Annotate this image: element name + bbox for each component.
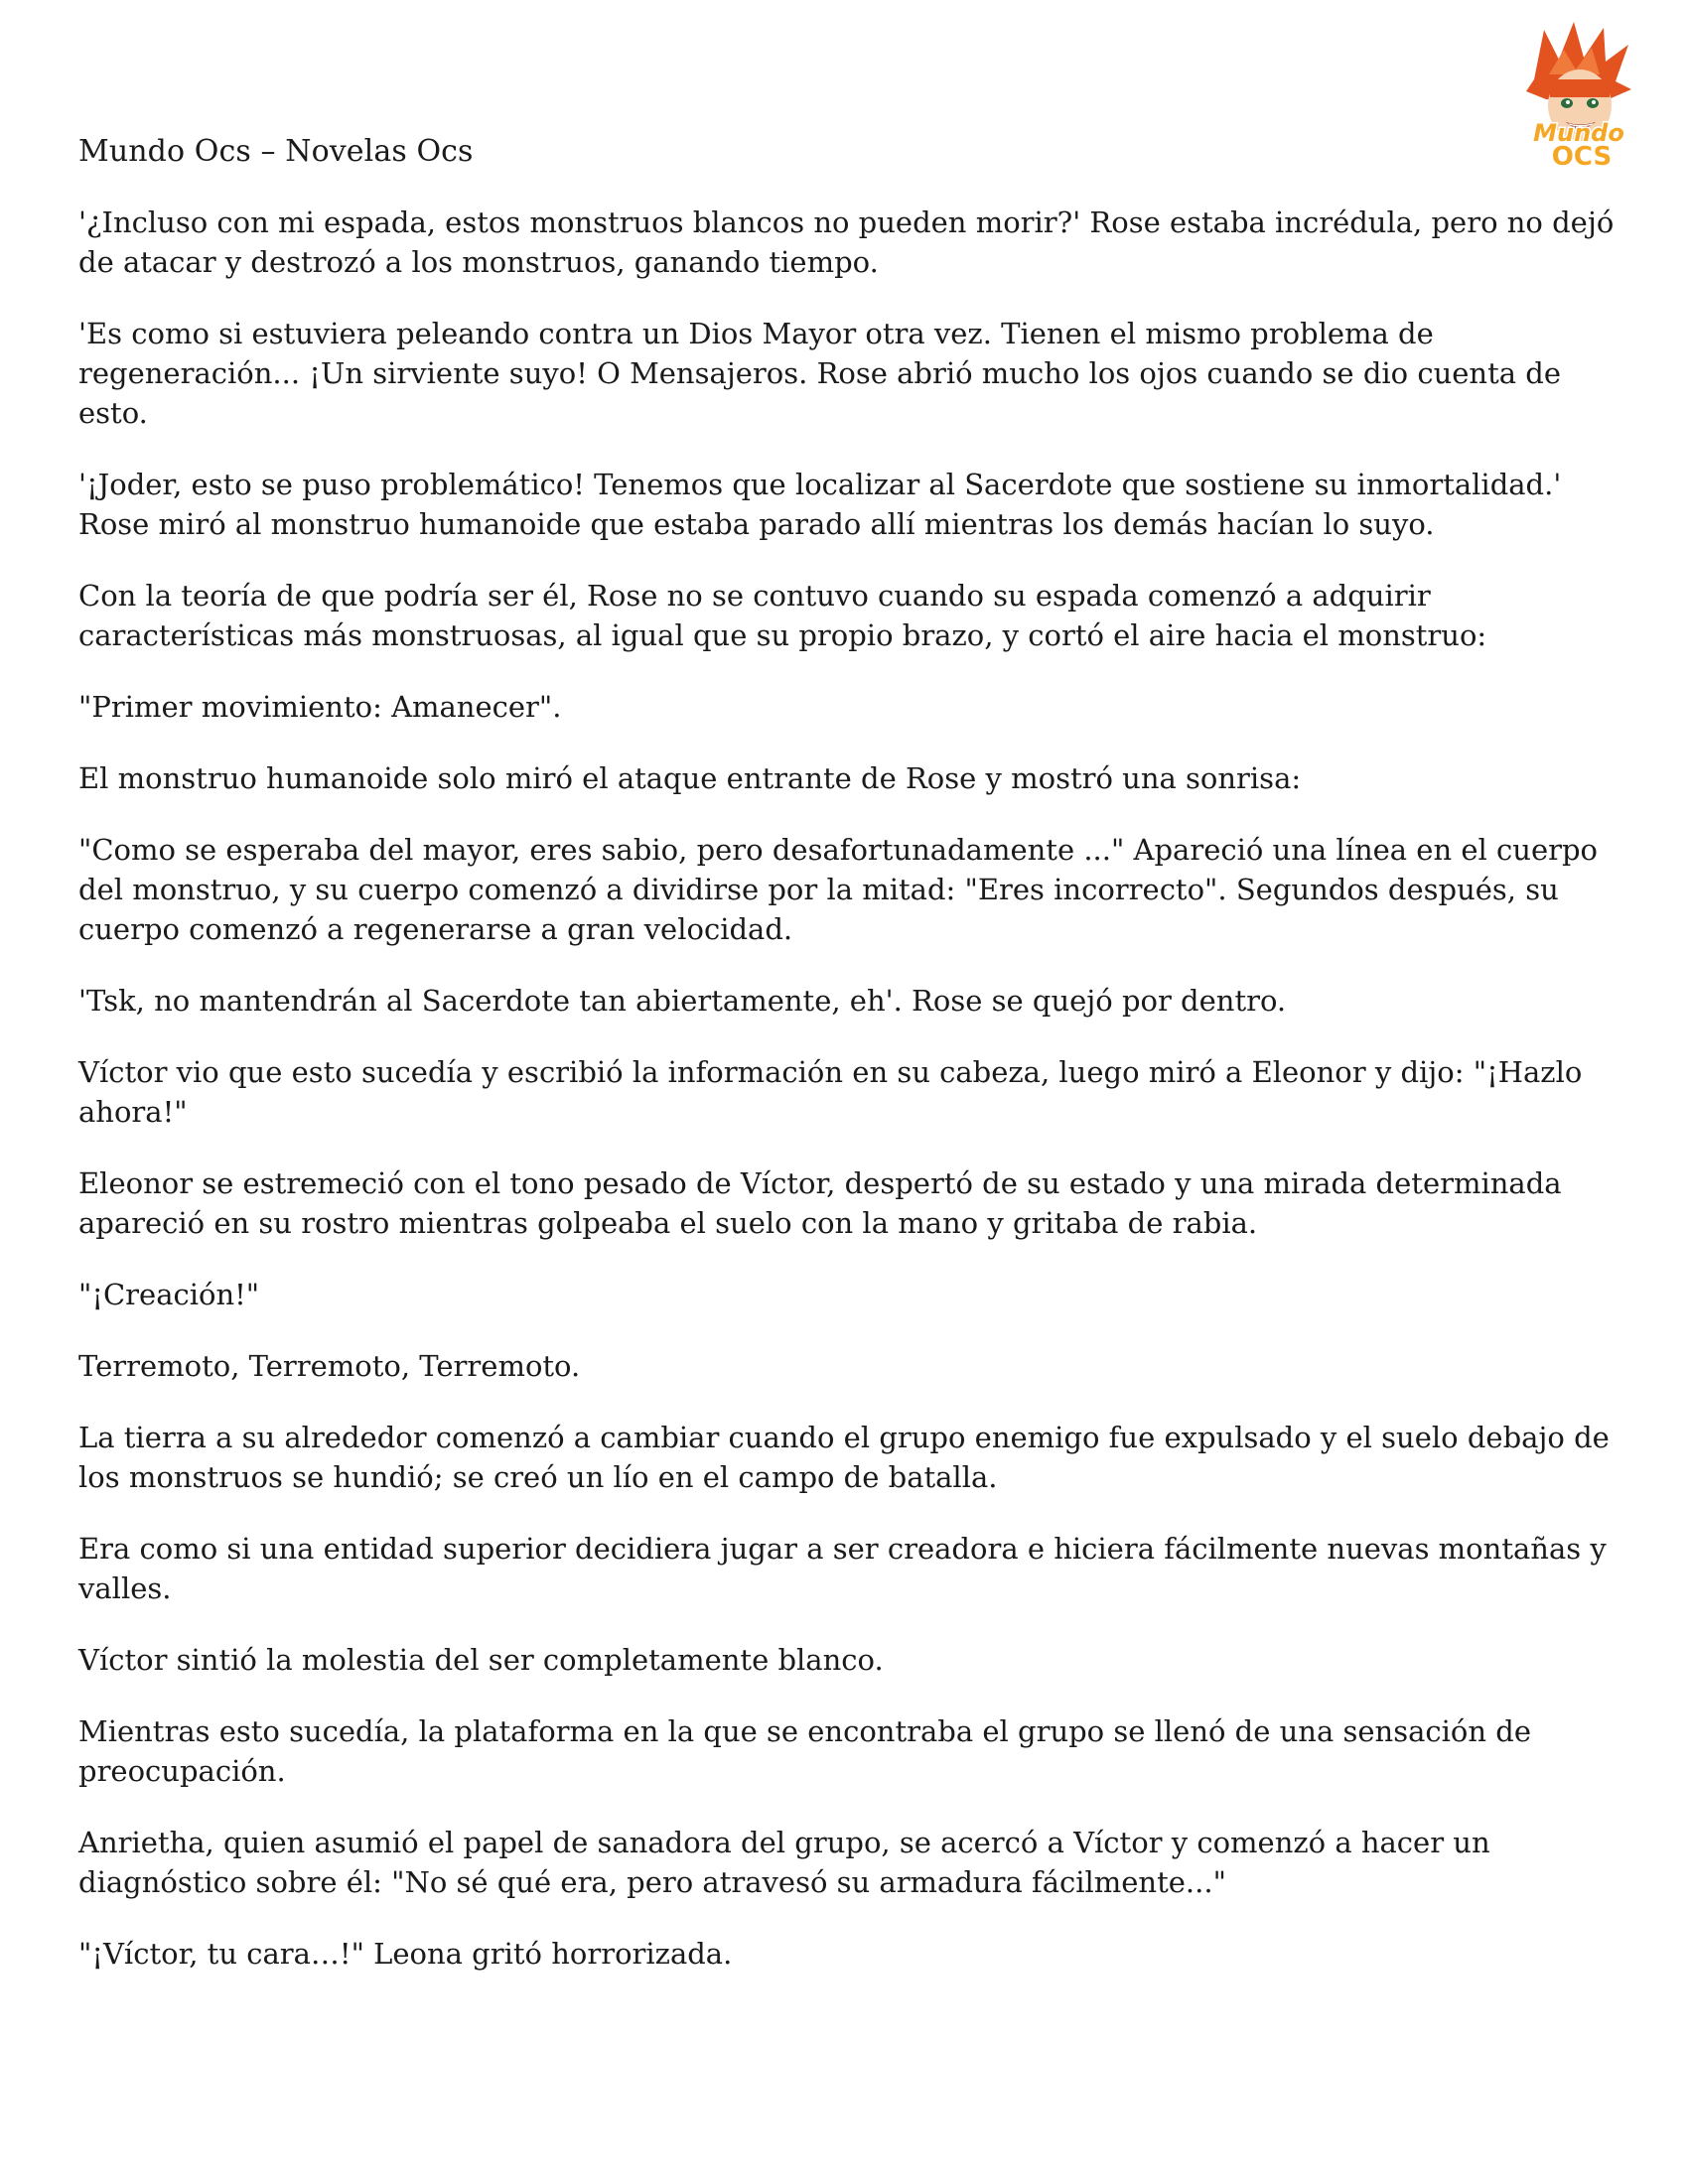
- paragraph: Anrietha, quien asumió el papel de sanadora del grupo, se acercó a Víctor y comenzó a hacer un diagnóstico sobre él: "No sé qué era, pero atravesó su armadura fácilmente...": [78, 1826, 1490, 1899]
- paragraph: Era como si una entidad superior decidiera jugar a ser creadora e hiciera fácilmente nuevas montañas y valles.: [78, 1532, 1607, 1605]
- logo-text: [1533, 119, 1624, 169]
- paragraph: "¡Creación!": [78, 1278, 260, 1311]
- mundo-ocs-logo: [1504, 20, 1653, 169]
- logo-text-bottom: OCS: [1551, 142, 1613, 169]
- paragraph: Terremoto, Terremoto, Terremoto.: [78, 1349, 581, 1383]
- paragraph: "Como se esperaba del mayor, eres sabio, pero desafortunadamente ..." Apareció una línea en el cuerpo del monstruo, y su cuerpo comenzó a dividirse por la mitad: "Eres incorrecto". Segundos después, su cuerpo comenzó a regenerarse a gran velocidad.: [78, 833, 1598, 946]
- paragraph: 'Es como si estuviera peleando contra un Dios Mayor otra vez. Tienen el mismo problema de regeneración... ¡Un sirviente suyo! O Mensajeros. Rose abrió mucho los ojos cuando se dio cuenta de esto.: [78, 317, 1561, 430]
- paragraph: El monstruo humanoide solo miró el ataque entrante de Rose y mostró una sonrisa:: [78, 761, 1302, 795]
- paragraph: Mientras esto sucedía, la plataforma en la que se encontraba el grupo se llenó de una sensación de preocupación.: [78, 1714, 1531, 1788]
- page-header: Mundo Ocs – Novelas Ocs: [78, 134, 474, 169]
- paragraph: Víctor sintió la molestia del ser completamente blanco.: [78, 1643, 884, 1677]
- paragraph: Con la teoría de que podría ser él, Rose no se contuvo cuando su espada comenzó a adquirir características más monstruosas, al igual que su propio brazo, y cortó el aire hacia el monstruo:: [78, 579, 1487, 652]
- logo-text-top: Mundo: [1533, 119, 1624, 147]
- paragraph: Eleonor se estremeció con el tono pesado de Víctor, despertó de su estado y una mirada determinada apareció en su rostro mientras golpeaba el suelo con la mano y gritaba de rabia.: [78, 1166, 1562, 1240]
- paragraph: '¡Joder, esto se puso problemático! Tenemos que localizar al Sacerdote que sostiene su inmortalidad.' Rose miró al monstruo humanoide que estaba parado allí mientras los demás hacían lo suyo.: [78, 468, 1562, 541]
- paragraph: Víctor vio que esto sucedía y escribió la información en su cabeza, luego miró a Eleonor y dijo: "¡Hazlo ahora!": [78, 1055, 1583, 1129]
- paragraph: '¿Incluso con mi espada, estos monstruos blancos no pueden morir?' Rose estaba incrédula, pero no dejó de atacar y destrozó a los monstruos, ganando tiempo.: [78, 205, 1615, 279]
- paragraph: La tierra a su alrededor comenzó a cambiar cuando el grupo enemigo fue expulsado y el suelo debajo de los monstruos se hundió; se creó un lío en el campo de batalla.: [78, 1421, 1610, 1494]
- paragraph: "¡Víctor, tu cara…!" Leona gritó horrorizada.: [78, 1937, 733, 1971]
- paragraph: "Primer movimiento: Amanecer".: [78, 690, 562, 724]
- document-body: [78, 203, 1627, 2005]
- paragraph: 'Tsk, no mantendrán al Sacerdote tan abiertamente, eh'. Rose se quejó por dentro.: [78, 984, 1287, 1018]
